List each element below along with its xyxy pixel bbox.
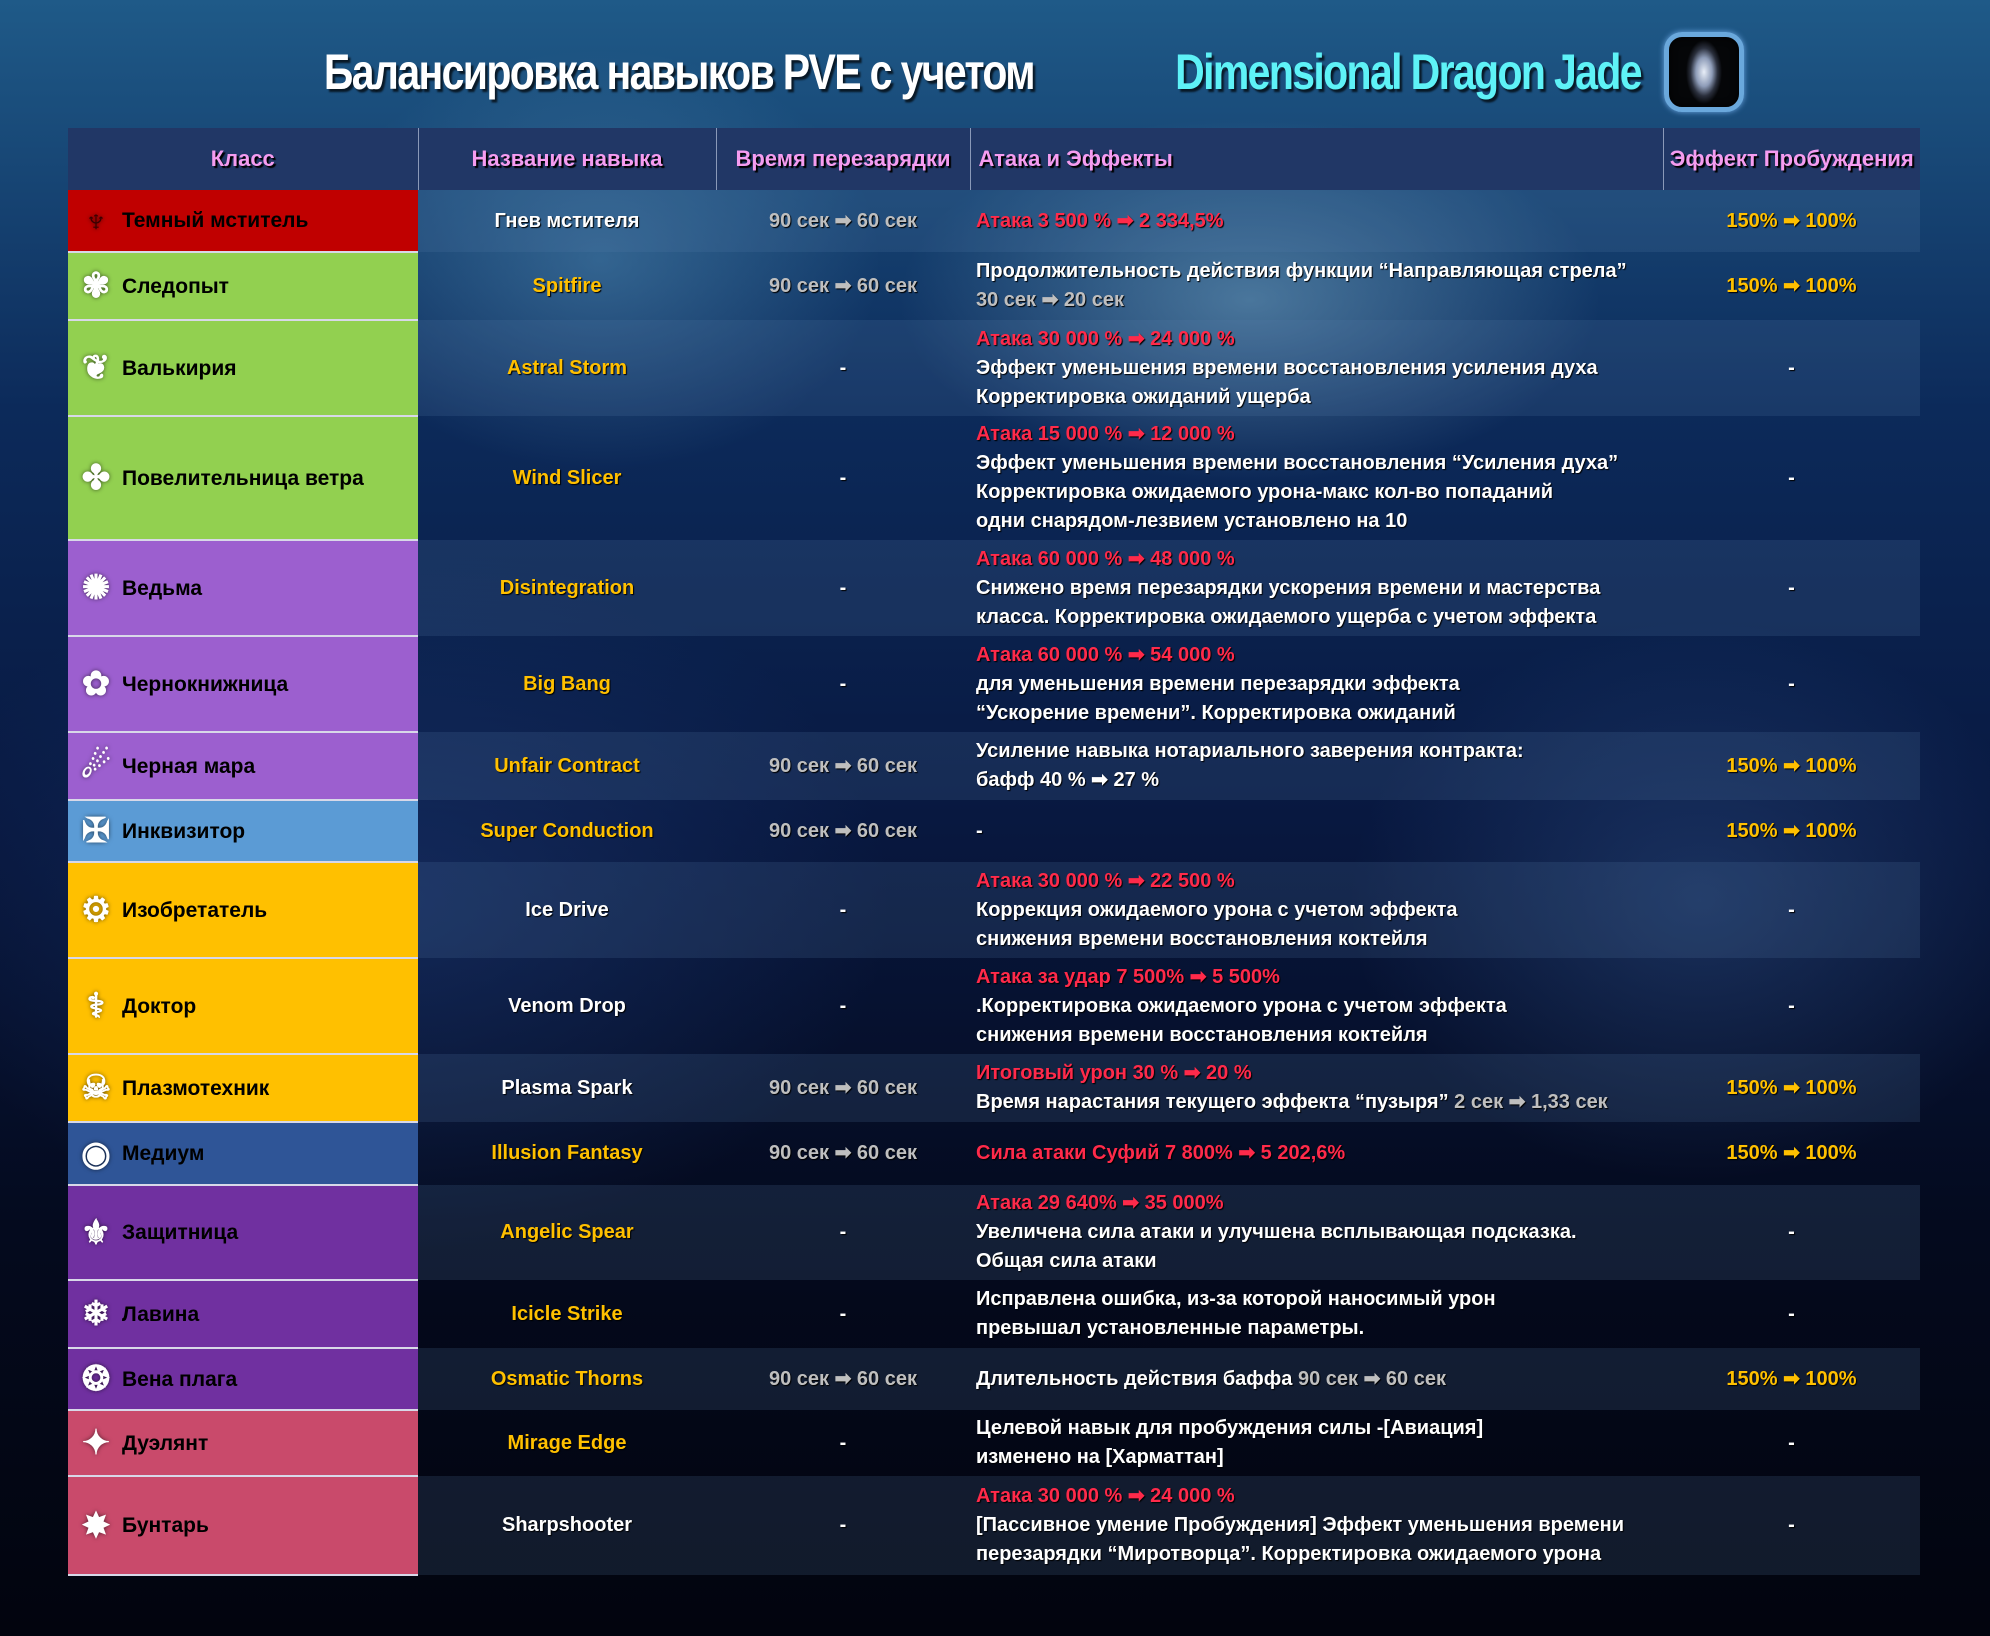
defender-icon: ⚜ [80, 1213, 112, 1252]
class-name: Медиум [122, 1142, 205, 1165]
effect-line [976, 1540, 1663, 1569]
class-cell [68, 252, 418, 320]
class-name: Плазмотехник [122, 1076, 270, 1100]
table-row [68, 1054, 1920, 1122]
effect-line [976, 1365, 1663, 1394]
skill-name: Osmatic Thorns [418, 1348, 716, 1410]
class-cell [68, 1122, 418, 1185]
class-name: Темный мститель [122, 209, 309, 232]
class-cell [68, 800, 418, 862]
awakening-value: 150% ➡ 100% [1663, 1348, 1920, 1410]
effects-cell [970, 540, 1663, 636]
effect-line [976, 1482, 1663, 1511]
effect-text: “Ускорение времени”. Корректировка ожиданий [976, 701, 1456, 724]
table-row [68, 1410, 1920, 1476]
effect-line [976, 699, 1663, 728]
cooldown-value: 90 сек ➡ 60 сек [769, 1142, 917, 1164]
effect-text: Атака 30 000 % ➡ 24 000 % [976, 1485, 1235, 1507]
class-cell [68, 540, 418, 636]
effect-text: Корректировка ожидаемого урона-макс кол-во попаданий [976, 481, 1554, 503]
skill-balance-table [68, 128, 1920, 1576]
class-name: Валькирия [122, 356, 237, 380]
effects-cell [970, 252, 1663, 320]
table-row [68, 416, 1920, 540]
medium-icon: ◉ [81, 1134, 111, 1173]
effect-line [976, 207, 1663, 236]
effect-text: Сила атаки Суфий 7 800% ➡ 5 202,6% [976, 1142, 1346, 1164]
header-effects: Атака и Эффекты [970, 128, 1663, 190]
effects-cell [970, 636, 1663, 732]
effect-text: Продолжительность действия функции “Направляющая стрела” [976, 260, 1627, 282]
cooldown-value: - [716, 1185, 970, 1280]
effect-text: бафф 40 % ➡ 27 % [976, 769, 1160, 791]
header-awakening: Эффект Пробуждения [1663, 128, 1920, 190]
effect-line [976, 1443, 1663, 1472]
table-row [68, 636, 1920, 732]
cooldown-value: 90 сек ➡ 60 сек [716, 1348, 970, 1410]
class-cell [68, 636, 418, 732]
title-main: Балансировка навыков PVE с учетом [323, 44, 1035, 100]
cooldown-value: 90 сек ➡ 60 сек [769, 274, 917, 297]
awakening-value: - [1788, 672, 1795, 695]
page-title [0, 26, 1990, 118]
effects-cell [970, 1054, 1663, 1122]
cooldown-value: 90 сек ➡ 60 сек [716, 732, 970, 800]
effect-text: Увеличена сила атаки и улучшена всплывающая подсказка. [976, 1221, 1577, 1243]
class-name: Черная мара [122, 754, 256, 778]
black-mara-icon: ☄ [80, 747, 112, 785]
effects-cell [970, 958, 1663, 1054]
skill-name: Super Conduction [480, 819, 654, 842]
table-body [68, 190, 1920, 1575]
skill-name: Spitfire [532, 274, 602, 297]
awakening-value: - [1788, 1431, 1795, 1454]
table-header-row [68, 128, 1920, 190]
class-name: Лавина [122, 1302, 200, 1326]
class-cell [68, 732, 418, 800]
effect-line [976, 1247, 1663, 1276]
effect-line [976, 257, 1663, 286]
table-row [68, 1348, 1920, 1410]
inquisitor-icon: ✠ [81, 812, 111, 850]
class-name: Ведьма [122, 576, 203, 600]
table-row [68, 190, 1920, 252]
effect-line [976, 992, 1663, 1021]
class-cell [68, 320, 418, 416]
cooldown-value: - [716, 540, 970, 636]
skill-name: Angelic Spear [418, 1185, 716, 1280]
skill-name: Mirage Edge [507, 1431, 627, 1454]
effects-cell [970, 1185, 1663, 1280]
table-row [68, 320, 1920, 416]
effect-text: одни снарядом-лезвием установлено на 10 [976, 510, 1408, 532]
class-cell [68, 1185, 418, 1280]
effect-suffix: 2 сек ➡ 1,33 сек [1448, 1091, 1608, 1113]
class-name: Следопыт [122, 274, 229, 298]
class-name: Защитница [122, 1221, 239, 1244]
effect-line [976, 1059, 1663, 1088]
effect-line [976, 1139, 1663, 1168]
awakening-value: - [1663, 1185, 1920, 1280]
effect-line [976, 383, 1663, 412]
awakening-value: 150% ➡ 100% [1663, 190, 1920, 252]
title-highlight: Dimensional Dragon Jade [1175, 44, 1641, 100]
effect-text: для уменьшения времени перезарядки эффекта [976, 672, 1460, 695]
effect-text: класса. Корректировка ожидаемого ущерба с учетом эффекта [976, 605, 1597, 628]
effects-cell [970, 1476, 1663, 1575]
effect-line [976, 354, 1663, 383]
effect-line [976, 1285, 1663, 1314]
effect-line [976, 963, 1663, 992]
effect-line [976, 286, 1663, 315]
effects-cell [970, 800, 1663, 862]
cooldown-value: - [716, 1476, 970, 1575]
effect-line [976, 925, 1663, 954]
effect-text: 30 сек ➡ 20 сек [976, 289, 1124, 311]
skill-name: Big Bang [523, 672, 611, 695]
wind-lady-icon: ✤ [81, 459, 111, 497]
effect-text: превышал установленные параметры. [976, 1317, 1365, 1339]
skill-name: Venom Drop [508, 994, 626, 1017]
effect-text: Атака 60 000 % ➡ 54 000 % [976, 643, 1235, 666]
table-row [68, 252, 1920, 320]
effect-line [976, 766, 1663, 795]
class-cell [68, 190, 418, 252]
effect-text: Корректировка ожиданий ущерба [976, 385, 1311, 408]
avalanche-icon: ❄ [81, 1295, 111, 1333]
effect-line [976, 1021, 1663, 1050]
effect-line [976, 603, 1663, 632]
awakening-value: - [1663, 540, 1920, 636]
plasma-technician-icon: ☠ [80, 1069, 112, 1107]
class-name: Изобретатель [122, 898, 268, 922]
effect-line [976, 867, 1663, 896]
effect-text: Атака 15 000 % ➡ 12 000 % [976, 423, 1235, 445]
cooldown-value: 90 сек ➡ 60 сек [716, 1054, 970, 1122]
effect-line [976, 737, 1663, 766]
class-cell [68, 862, 418, 958]
cooldown-value: 90 сек ➡ 60 сек [769, 819, 917, 842]
effect-text: Атака 29 640% ➡ 35 000% [976, 1192, 1224, 1214]
witch-icon: ✺ [81, 569, 111, 607]
effect-text: изменено на [Харматтан] [976, 1446, 1224, 1468]
effect-text: снижения времени восстановления коктейля [976, 1023, 1428, 1046]
table-row [68, 1476, 1920, 1575]
awakening-value: - [1788, 466, 1795, 489]
skill-name: Icicle Strike [511, 1302, 623, 1325]
effect-text: Общая сила атаки [976, 1250, 1157, 1272]
class-name: Бунтарь [122, 1514, 209, 1537]
awakening-value: - [1663, 320, 1920, 416]
effect-text: Время нарастания текущего эффекта “пузыря” [976, 1091, 1449, 1113]
effect-text: снижения времени восстановления коктейля [976, 927, 1428, 950]
cooldown-value: - [839, 994, 847, 1017]
awakening-value: 150% ➡ 100% [1726, 1142, 1857, 1164]
effect-text: Усиление навыка нотариального заверения контракта: [976, 740, 1524, 762]
effect-text: Исправлена ошибка, из-за которой наносимый урон [976, 1288, 1496, 1310]
rebel-icon: ✸ [81, 1506, 111, 1545]
effect-line [976, 449, 1663, 478]
awakening-value: 150% ➡ 100% [1726, 274, 1857, 297]
effect-line [976, 478, 1663, 507]
table-row [68, 732, 1920, 800]
cooldown-value: - [716, 862, 970, 958]
header-class: Класс [68, 128, 418, 190]
table-row [68, 540, 1920, 636]
header-cooldown: Время перезарядки [716, 128, 970, 190]
class-name: Доктор [122, 994, 197, 1018]
skill-name: Unfair Contract [418, 732, 716, 800]
dragon-jade-gem-icon [1664, 32, 1744, 112]
awakening-value: - [1663, 862, 1920, 958]
effect-text: Длительность действия баффа [976, 1367, 1293, 1390]
awakening-value: 150% ➡ 100% [1726, 819, 1857, 842]
pathfinder-icon: ✾ [81, 267, 111, 305]
class-cell [68, 1476, 418, 1575]
cooldown-value: - [839, 1302, 847, 1325]
cooldown-value: - [839, 466, 847, 489]
effect-text: Эффект уменьшения времени восстановления усиления духа [976, 356, 1598, 379]
effect-text: Атака 60 000 % ➡ 48 000 % [976, 547, 1235, 570]
effect-text: .Корректировка ожидаемого урона с учетом эффекта [976, 994, 1507, 1017]
table-row [68, 1280, 1920, 1348]
effects-cell [970, 1410, 1663, 1476]
class-cell [68, 1054, 418, 1122]
class-cell [68, 958, 418, 1054]
cooldown-value: - [839, 1431, 847, 1454]
effect-line [976, 670, 1663, 699]
class-name: Повелительница ветра [122, 466, 364, 490]
cooldown-value: - [716, 320, 970, 416]
effect-suffix: 90 сек ➡ 60 сек [1292, 1367, 1446, 1390]
class-cell [68, 1348, 418, 1410]
effect-line [976, 1088, 1663, 1117]
table-row [68, 1122, 1920, 1185]
class-cell [68, 1410, 418, 1476]
effect-text: Атака за удар 7 500% ➡ 5 500% [976, 965, 1280, 988]
table-row [68, 958, 1920, 1054]
effects-cell [970, 1122, 1663, 1185]
class-name: Дуэлянт [122, 1431, 209, 1455]
effects-cell [970, 1280, 1663, 1348]
class-cell [68, 416, 418, 540]
warlock-icon: ✿ [81, 665, 111, 703]
skill-name: Astral Storm [418, 320, 716, 416]
vena-plaga-icon: ❂ [81, 1360, 111, 1398]
table-row [68, 800, 1920, 862]
awakening-value: - [1788, 1302, 1795, 1325]
effects-cell [970, 1348, 1663, 1410]
skill-name: Wind Slicer [512, 466, 622, 489]
effect-text: Коррекция ожидаемого урона с учетом эффекта [976, 898, 1458, 921]
class-cell [68, 1280, 418, 1348]
awakening-value: 150% ➡ 100% [1663, 732, 1920, 800]
table-row [68, 862, 1920, 958]
effects-cell [970, 190, 1663, 252]
effect-line [976, 641, 1663, 670]
inventor-icon: ⚙ [80, 891, 112, 929]
cooldown-value: - [839, 672, 847, 695]
effect-text: Итоговый урон 30 % ➡ 20 % [976, 1062, 1252, 1084]
effect-text: Целевой навык для пробуждения силы -[Авиация] [976, 1417, 1484, 1439]
effect-line [976, 1511, 1663, 1540]
effects-cell [970, 862, 1663, 958]
skill-name: Illusion Fantasy [491, 1142, 643, 1164]
cooldown-value: 90 сек ➡ 60 сек [716, 190, 970, 252]
effects-cell [970, 416, 1663, 540]
duelist-icon: ✦ [81, 1424, 111, 1462]
effect-text: перезарядки “Миротворца”. Корректировка ожидаемого урона [976, 1543, 1602, 1565]
class-name: Вена плага [122, 1367, 238, 1391]
effect-text: Атака 30 000 % ➡ 24 000 % [976, 327, 1235, 350]
table-row [68, 1185, 1920, 1280]
effect-text: Атака 3 500 % ➡ 2 334,5% [976, 209, 1224, 232]
effects-cell [970, 320, 1663, 416]
effect-line [976, 325, 1663, 354]
awakening-value: - [1788, 994, 1795, 1017]
effect-text: Снижено время перезарядки ускорения времени и мастерства [976, 576, 1601, 599]
effect-text: Эффект уменьшения времени восстановления “Усиления духа” [976, 452, 1619, 474]
effect-line [976, 574, 1663, 603]
skill-name: Disintegration [418, 540, 716, 636]
effect-line [976, 545, 1663, 574]
skill-name: Ice Drive [418, 862, 716, 958]
skill-name: Sharpshooter [418, 1476, 716, 1575]
class-name: Чернокнижница [122, 672, 289, 696]
effects-cell [970, 732, 1663, 800]
effect-line [976, 1314, 1663, 1343]
doctor-icon: ⚕ [86, 987, 106, 1025]
effect-text: Атака 30 000 % ➡ 22 500 % [976, 869, 1235, 892]
effect-text: - [976, 819, 983, 842]
skill-name: Plasma Spark [418, 1054, 716, 1122]
effect-line [976, 817, 1663, 846]
valkyrie-icon: ❦ [81, 349, 111, 387]
header-skill: Название навыка [418, 128, 716, 190]
awakening-value: 150% ➡ 100% [1663, 1054, 1920, 1122]
dark-avenger-icon: ♆ [83, 201, 109, 240]
effect-text: [Пассивное умение Пробуждения] Эффект уменьшения времени [976, 1514, 1624, 1536]
effect-line [976, 1189, 1663, 1218]
skill-name: Гнев мстителя [418, 190, 716, 252]
effect-line [976, 896, 1663, 925]
effect-line [976, 1218, 1663, 1247]
awakening-value: - [1663, 1476, 1920, 1575]
effect-line [976, 507, 1663, 536]
class-name: Инквизитор [122, 819, 246, 843]
effect-line [976, 420, 1663, 449]
effect-line [976, 1414, 1663, 1443]
